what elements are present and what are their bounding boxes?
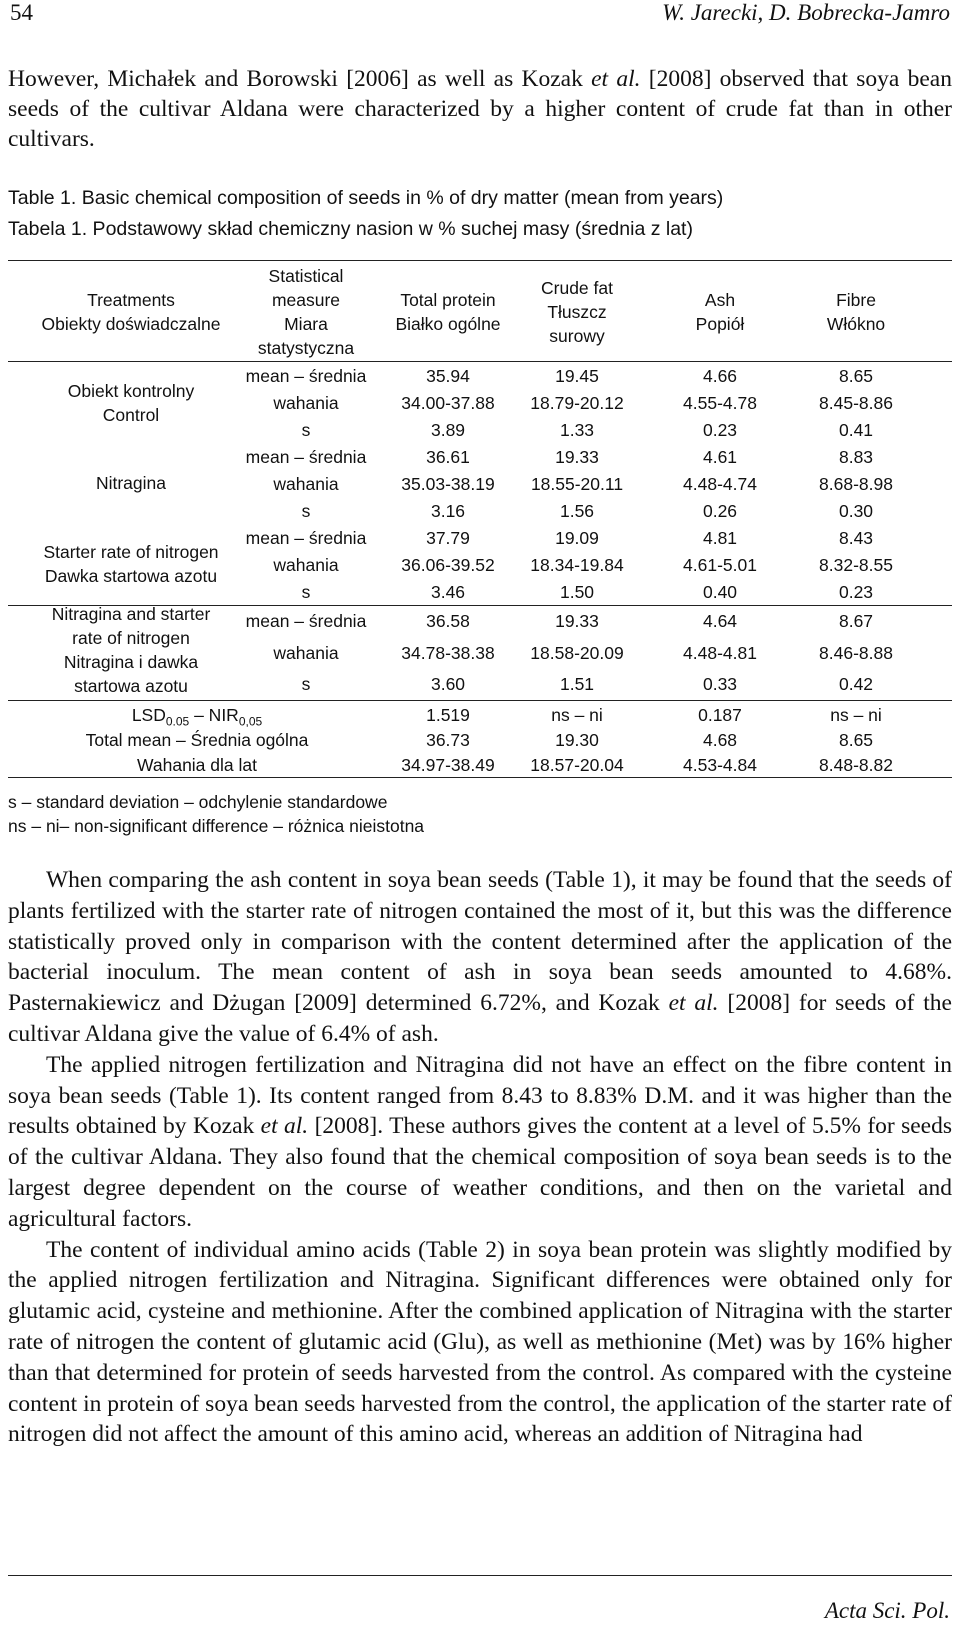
note-s: s – standard deviation – odchylenie standardowe xyxy=(8,792,388,812)
cell-measure: mean – średnia xyxy=(245,447,367,467)
header-fat-line: Tłuszcz xyxy=(547,302,607,322)
summary-ash: 4.53-4.84 xyxy=(683,755,757,775)
summary-protein: 1.519 xyxy=(426,705,470,725)
table-top-rule xyxy=(8,260,952,261)
table-body-rule xyxy=(8,700,952,701)
cell-fat: 18.79-20.12 xyxy=(530,393,624,413)
footer-rule xyxy=(8,1575,952,1576)
cell-ash: 4.66 xyxy=(702,366,738,386)
summary-label: Wahania dla lat xyxy=(137,755,257,775)
treatment-name-line: rate of nitrogen xyxy=(72,628,190,648)
cell-protein: 34.00-37.88 xyxy=(401,393,495,413)
summary-fibre: 8.65 xyxy=(838,730,874,750)
summary-fat: 18.57-20.04 xyxy=(530,755,624,775)
header-measure-line: Statistical xyxy=(268,266,344,286)
summary-ash: 4.68 xyxy=(702,730,738,750)
cell-measure: s xyxy=(301,420,311,440)
note-ns: ns – ni– non-significant difference – różnica nieistotna xyxy=(8,816,425,836)
cell-ash: 4.48-4.81 xyxy=(683,643,757,663)
cell-fibre: 8.45-8.86 xyxy=(819,393,893,413)
cell-fat: 1.56 xyxy=(559,501,595,521)
body-paragraph: The content of individual amino acids (Table 2) in soya bean protein was slightly modified by the applied nitrogen fertilization and Nitragina. Significant differences were obtained only for glutamic acid, cysteine and methionine. After the combined application of Nitragina with the starter rate of nitrogen the content of glutamic acid (Glu), as well as methionine (Met) was by 16% higher than that determined for protein of seeds harvested from the control. As compared with the cysteine content in protein of soya bean seeds harvested from the control, the application of the starter rate of nitrogen did not affect the amount of this amino acid, whereas an addition of Nitragina had xyxy=(8,1236,952,1448)
summary-fat: 19.30 xyxy=(555,730,599,750)
cell-measure: s xyxy=(301,501,311,521)
cell-protein: 3.89 xyxy=(430,420,466,440)
cell-fibre: 8.83 xyxy=(838,447,874,467)
caption-en: Table 1. Basic chemical composition of seeds in % of dry matter (mean from years) xyxy=(8,187,724,209)
nir-label: – NIR xyxy=(189,705,239,725)
header-ash-line: Popiół xyxy=(695,314,745,334)
header-treatments-line: Obiekty doświadczalne xyxy=(41,314,221,334)
header-treatments-line: Treatments xyxy=(87,290,175,310)
header-ash-line: Ash xyxy=(704,290,736,310)
cell-fat: 19.45 xyxy=(555,366,599,386)
cell-measure: s xyxy=(301,674,311,694)
journal-name: Acta Sci. Pol. xyxy=(824,1598,950,1623)
summary-ash: 0.187 xyxy=(698,705,742,725)
cell-ash: 0.26 xyxy=(702,501,738,521)
page-number: 54 xyxy=(10,0,33,25)
cell-fat: 18.55-20.11 xyxy=(530,474,624,494)
page-header xyxy=(10,0,950,28)
cell-measure: wahania xyxy=(273,474,339,494)
running-head: W. Jarecki, D. Bobrecka-Jamro xyxy=(662,0,950,25)
cell-ash: 4.55-4.78 xyxy=(683,393,757,413)
et-al-italic: et al. xyxy=(668,990,719,1017)
summary-fibre: 8.48-8.82 xyxy=(819,755,893,775)
cell-measure: wahania xyxy=(273,555,339,575)
summary-label: Total mean – Średnia ogólna xyxy=(85,730,309,750)
cell-fibre: 8.65 xyxy=(838,366,874,386)
cell-measure: wahania xyxy=(273,643,339,663)
cell-fat: 19.33 xyxy=(555,447,599,467)
cell-protein: 35.94 xyxy=(426,366,470,386)
treatment-name-line: Dawka startowa azotu xyxy=(44,566,218,586)
cell-ash: 4.61 xyxy=(702,447,738,467)
body-text xyxy=(8,865,952,1450)
cell-protein: 3.16 xyxy=(430,501,466,521)
cell-measure: mean – średnia xyxy=(245,366,367,386)
cell-ash: 4.48-4.74 xyxy=(683,474,757,494)
header-protein-line: Total protein xyxy=(400,290,496,310)
cell-measure: mean – średnia xyxy=(245,611,367,631)
cell-ash: 0.40 xyxy=(702,582,738,602)
cell-protein: 3.60 xyxy=(430,674,466,694)
treatment-name-line: Control xyxy=(102,405,160,425)
treatment-name-line: Starter rate of nitrogen xyxy=(43,542,219,562)
cell-protein: 36.58 xyxy=(426,611,470,631)
summary-protein: 36.73 xyxy=(426,730,470,750)
header-measure-line: statystyczna xyxy=(257,338,355,358)
cell-protein: 35.03-38.19 xyxy=(401,474,495,494)
intro-paragraph: However, Michałek and Borowski [2006] as well as Kozak et al. [2008] observed that soya bean seeds of the cultivar Aldana were characterized by a higher content of crude fat than in other cultivars. xyxy=(8,66,952,152)
header-fat-line: surowy xyxy=(549,326,605,346)
cell-fat: 18.34-19.84 xyxy=(530,555,624,575)
et-al-italic: et al. xyxy=(591,66,641,92)
caption-pl: Tabela 1. Podstawowy skład chemiczny nasion w % suchej masy (średnia z lat) xyxy=(8,218,693,240)
header-fibre-line: Włókno xyxy=(826,314,886,334)
treatment-name-line: Nitragina xyxy=(95,473,167,493)
table-bottom-rule xyxy=(8,777,952,778)
treatment-name-line: Obiekt kontrolny xyxy=(67,381,195,401)
cell-ash: 4.61-5.01 xyxy=(683,555,757,575)
cell-fibre: 0.41 xyxy=(838,420,874,440)
et-al-italic: et al. xyxy=(260,1113,309,1140)
cell-fat: 19.09 xyxy=(555,528,599,548)
cell-fibre: 0.23 xyxy=(838,582,874,602)
cell-fat: 18.58-20.09 xyxy=(530,643,624,663)
header-fat-line: Crude fat xyxy=(541,278,613,298)
table-notes xyxy=(8,790,424,838)
cell-measure: wahania xyxy=(273,393,339,413)
table-header-rule xyxy=(8,361,952,362)
lsd-label: LSD xyxy=(131,705,166,725)
cell-protein: 34.78-38.38 xyxy=(401,643,495,663)
cell-protein: 36.61 xyxy=(426,447,470,467)
cell-fibre: 8.32-8.55 xyxy=(819,555,893,575)
cell-fat: 1.51 xyxy=(559,674,595,694)
header-measure-line: measure xyxy=(271,290,341,310)
cell-fibre: 0.42 xyxy=(838,674,874,694)
table-caption xyxy=(8,183,952,245)
cell-fat: 1.50 xyxy=(559,582,595,602)
cell-protein: 3.46 xyxy=(430,582,466,602)
cell-fat: 19.33 xyxy=(555,611,599,631)
cell-ash: 4.64 xyxy=(702,611,738,631)
cell-protein: 37.79 xyxy=(426,528,470,548)
cell-ash: 4.81 xyxy=(702,528,738,548)
lsd-subscript: 0.05 xyxy=(165,714,190,729)
treatment-name-line: Nitragina and starter xyxy=(51,604,211,624)
cell-fibre: 8.46-8.88 xyxy=(819,643,893,663)
cell-fibre: 8.43 xyxy=(838,528,874,548)
treatment-name-line: startowa azotu xyxy=(74,676,188,696)
body-paragraph: When comparing the ash content in soya bean seeds (Table 1), it may be found that the seeds of plants fertilized with the starter rate of nitrogen contained the most of it, but this was the difference statistically proved only in comparison with the content determined after the application of the bacterial inoculum. The mean content of ash in soya bean seeds amounted to 4.68%. Pasternakiewicz and Dżugan [2009] determined 6.72%, and Kozak et al. [2008] for seeds of the cultivar Aldana give the value of 6.4% of ash. xyxy=(8,867,952,1047)
cell-fat: 1.33 xyxy=(559,420,595,440)
cell-fibre: 8.68-8.98 xyxy=(819,474,893,494)
cell-ash: 0.33 xyxy=(702,674,738,694)
header-measure-line: Miara xyxy=(284,314,328,334)
cell-ash: 0.23 xyxy=(702,420,738,440)
header-protein-line: Białko ogólne xyxy=(395,314,501,334)
summary-fat: ns – ni xyxy=(551,705,603,725)
cell-measure: s xyxy=(301,582,311,602)
cell-fibre: 0.30 xyxy=(838,501,874,521)
summary-protein: 34.97-38.49 xyxy=(401,755,495,775)
summary-fibre: ns – ni xyxy=(830,705,882,725)
cell-measure: mean – średnia xyxy=(245,528,367,548)
nir-subscript: 0,05 xyxy=(238,714,263,729)
cell-fibre: 8.67 xyxy=(838,611,874,631)
body-paragraph: The applied nitrogen fertilization and Nitragina did not have an effect on the fibre content in soya bean seeds (Table 1). Its content ranged from 8.43 to 8.83% D.M. and it was higher than the results obtained by Kozak et al. [2008]. These authors gives the content at a level of 5.5% for seeds of the cultivar Aldana. They also found that the chemical composition of soya bean seeds is to the largest degree dependent on the course of weather conditions, and then on the varietal and agricultural factors. xyxy=(8,1051,953,1232)
cell-protein: 36.06-39.52 xyxy=(401,555,495,575)
treatment-name-line: Nitragina i dawka xyxy=(63,652,199,672)
header-fibre-line: Fibre xyxy=(836,290,876,310)
